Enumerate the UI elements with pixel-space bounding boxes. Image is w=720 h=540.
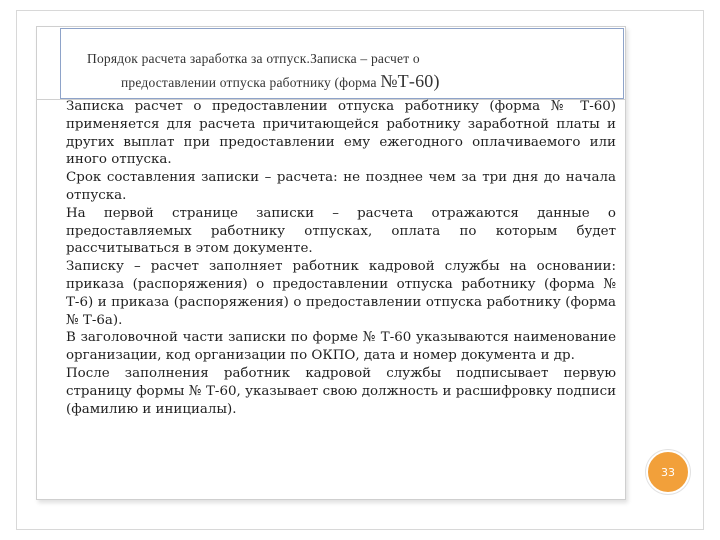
bullet-item <box>36 169 626 205</box>
slide-title-line-1: Порядок расчета заработка за отпуск.Записка – расчет о <box>87 51 420 66</box>
slide-title-line-2 <box>121 71 440 92</box>
slide-title-line-2-text: предоставлении отпуска работнику (форма <box>121 75 381 90</box>
bullet-list <box>36 98 626 418</box>
title-box <box>60 28 624 99</box>
bullet-item <box>36 205 626 258</box>
bullet-text: После заполнения работник кадровой службы подписывает первую страницу формы № Т-60, указывает свою должность и расшифровку подписи (фамилию и инициалы). <box>66 365 616 417</box>
slide-title-form-number: №Т-60) <box>380 71 440 91</box>
bullet-text: Записку – расчет заполняет работник кадровой службы на основании: приказа (распоряжения) о предоставлении отпуска работнику (форма № Т-6) и приказа (распоряжения) о предоставлении отпуска работнику (форма № Т-6а). <box>66 259 616 328</box>
bullet-item <box>36 329 626 365</box>
bullet-text: Срок составления записки – расчета: не позднее чем за три дня до начала отпуска. <box>66 170 616 203</box>
bullet-text: Записка расчет о предоставлении отпуска работнику (форма № Т-60) применяется для расчета причитающейся работнику заработной платы и других выплат при предоставлении ему ежегодного оплачиваемого или иного отпуска. <box>66 99 616 168</box>
bullet-item <box>36 258 626 329</box>
page-number-badge: 33 <box>646 450 690 494</box>
bullet-text: На первой странице записки – расчета отражаются данные о предоставляемых работнику отпусках, оплата по которым будет рассчитываться в этом документе. <box>66 205 616 257</box>
bullet-item <box>36 98 626 169</box>
bullet-item <box>36 365 626 418</box>
bullet-text: В заголовочной части записки по форме № Т-60 указываются наименование организации, код организации по ОКПО, дата и номер документа и др. <box>66 330 616 364</box>
